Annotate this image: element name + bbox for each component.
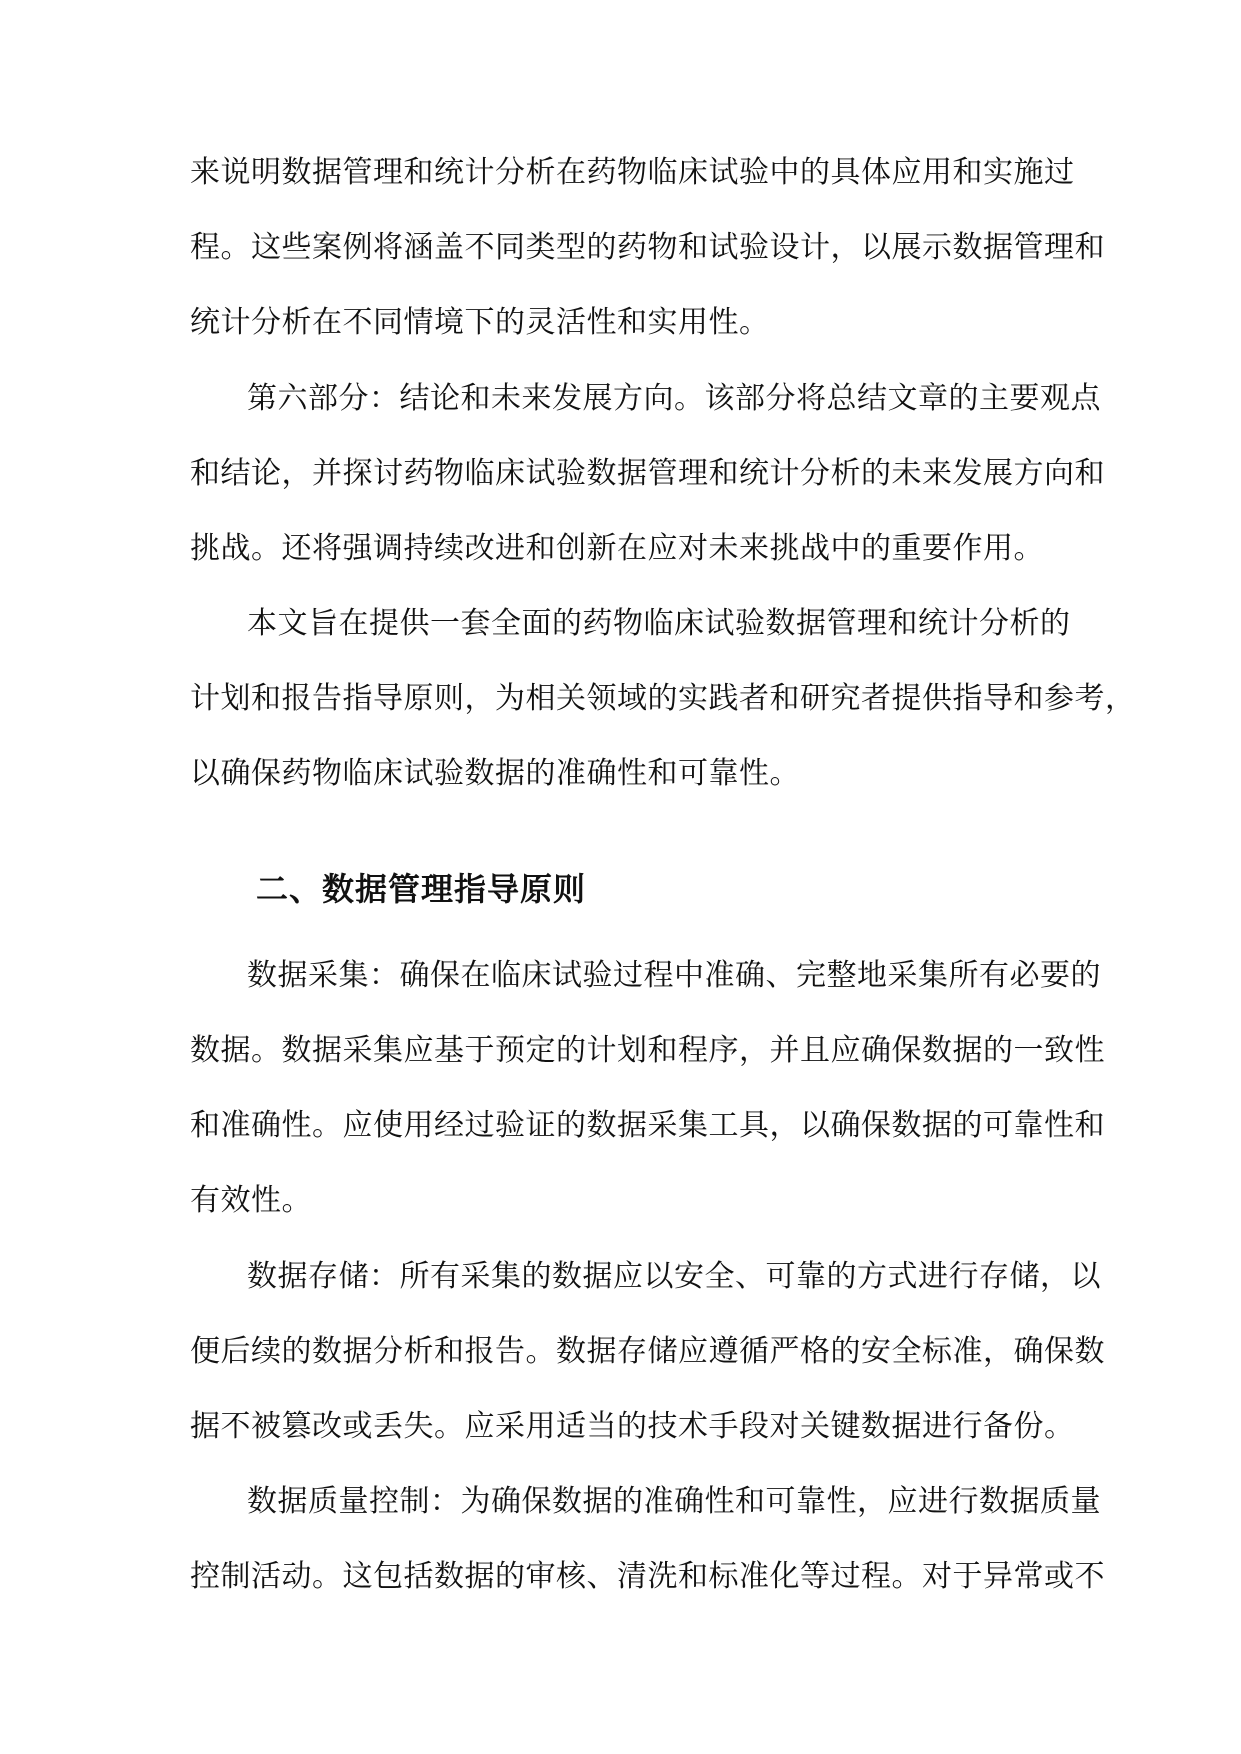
paragraph-line: 挑战。还将强调持续改进和创新在应对未来挑战中的重要作用。 [190, 531, 1044, 566]
section-heading: 二、数据管理指导原则 [256, 870, 587, 908]
paragraph-line: 控制活动。这包括数据的审核、清洗和标准化等过程。对于异常或不 [190, 1559, 1105, 1594]
paragraph-line: 据不被篡改或丢失。应采用适当的技术手段对关键数据进行备份。 [190, 1409, 1075, 1444]
paragraph-line: 数据采集：确保在临床试验过程中准确、完整地采集所有必要的 [247, 958, 1101, 993]
paragraph-line: 本文旨在提供一套全面的药物临床试验数据管理和统计分析的 [247, 606, 1071, 641]
paragraph-line: 数据存储：所有采集的数据应以安全、可靠的方式进行存储，以 [247, 1259, 1101, 1294]
paragraph-line: 计划和报告指导原则，为相关领域的实践者和研究者提供指导和参考， [190, 681, 1136, 716]
paragraph-line: 数据。数据采集应基于预定的计划和程序，并且应确保数据的一致性 [190, 1033, 1105, 1068]
paragraph-line: 数据质量控制：为确保数据的准确性和可靠性，应进行数据质量 [247, 1484, 1101, 1519]
paragraph-line: 程。这些案例将涵盖不同类型的药物和试验设计，以展示数据管理和 [190, 230, 1105, 265]
paragraph-line: 有效性。 [190, 1183, 312, 1218]
paragraph-line: 来说明数据管理和统计分析在药物临床试验中的具体应用和实施过 [190, 155, 1075, 190]
paragraph-line: 和准确性。应使用经过验证的数据采集工具，以确保数据的可靠性和 [190, 1108, 1105, 1143]
paragraph-line: 以确保药物临床试验数据的准确性和可靠性。 [190, 756, 800, 791]
paragraph-line: 统计分析在不同情境下的灵活性和实用性。 [190, 305, 770, 340]
paragraph-line: 便后续的数据分析和报告。数据存储应遵循严格的安全标准，确保数 [190, 1334, 1105, 1369]
paragraph-line: 第六部分：结论和未来发展方向。该部分将总结文章的主要观点 [247, 381, 1101, 416]
paragraph-line: 和结论，并探讨药物临床试验数据管理和统计分析的未来发展方向和 [190, 456, 1105, 491]
